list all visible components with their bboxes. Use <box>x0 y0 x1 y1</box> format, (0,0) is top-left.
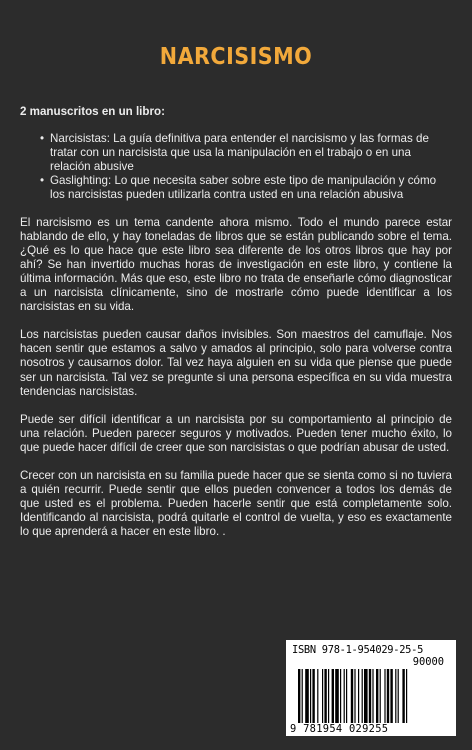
barcode-digits: 9 781954 029255 <box>290 723 389 735</box>
barcode-bar <box>346 669 347 723</box>
barcode-bar <box>344 669 345 723</box>
isbn-number: ISBN 978-1-954029-25-5 <box>292 644 424 656</box>
barcode-bar <box>332 669 334 723</box>
barcode-bar <box>335 669 339 723</box>
barcode-bar <box>402 669 404 723</box>
barcode-bar <box>340 669 341 723</box>
paragraph: El narcisismo es un tema candente ahora mismo. Todo el mundo parece estar hablando de ello, y hay toneladas de libros que se están publicando sobre el tema. ¿Qué es lo que hace que este libro sea diferente de los otros libros que hay por ahí? Se han invertido muchas horas de investigación en este libro, y contiene la última información. Más que eso, este libro no trata de enseñarle cómo diagnosticar a un narcisista clínicamente, sino de mostrarle cómo puede identificar a los narcisistas en su vida. <box>20 215 452 314</box>
barcode-bar <box>376 669 378 723</box>
list-item: • Gaslighting: Lo que necesita saber sobre este tipo de manipulación y cómo los narcisistas pueden utilizarla contra usted en una relación abusiva <box>50 174 452 202</box>
barcode-bar <box>364 669 368 723</box>
barcode-bar <box>298 669 300 723</box>
barcode-bar <box>369 669 371 723</box>
barcode-bar <box>362 669 363 723</box>
subheading: 2 manuscritos en un libro: <box>20 105 165 118</box>
manuscript-list <box>20 132 452 202</box>
barcode-bar <box>302 669 303 723</box>
barcode-bar <box>358 669 359 723</box>
isbn-barcode <box>286 640 456 736</box>
barcode-bar <box>317 669 318 723</box>
price-code: 90000 <box>412 656 444 668</box>
barcode-bar <box>406 669 407 723</box>
barcode-bar <box>387 669 389 723</box>
barcode-bar <box>398 669 399 723</box>
barcode-bar <box>395 669 396 723</box>
barcode-bar <box>310 669 311 723</box>
barcode-bar <box>354 669 355 723</box>
barcode-bar <box>305 669 309 723</box>
paragraph: Crecer con un narcisista en su familia puede hacer que se sienta como si no tuviera a quién recurrir. Puede sentir que ellos pueden convencer a todos los demás de que usted es el problema. Pueden hacerle sentir que está completamente solo. Identificando al narcisista, podrá quitarle el control de vuelta, y eso es exactamente lo que aprenderá a hacer en este libro. . <box>20 468 452 539</box>
back-cover-text <box>20 105 452 553</box>
list-item: • Narcisistas: La guía definitiva para entender el narcisismo y las formas de tratar con un narcisista que usa la manipulación en el trabajo o en una relación abusive <box>50 132 452 174</box>
paragraph: Puede ser difícil identificar a un narcisista por su comportamiento al principio de una relación. Pueden parecer seguros y motivados. Pueden tener mucho éxito, lo que puede hacer difícil de creer que son narcisistas o que podrían abusar de usted. <box>20 412 452 454</box>
barcode-bar <box>312 669 314 723</box>
barcode-bar <box>384 669 385 723</box>
barcode-bars <box>298 669 444 723</box>
barcode-bar <box>322 669 323 723</box>
barcode-bar <box>328 669 329 723</box>
barcode-bar <box>351 669 353 723</box>
book-title: NARCISISMO <box>159 44 313 70</box>
barcode-bar <box>324 669 326 723</box>
paragraph: Los narcisistas pueden causar daños invisibles. Son maestros del camuflaje. Nos hacen sentir que estamos a salvo y amados al principio, solo para volverse contra nosotros y causarnos dolor. Tal vez haya alguien en su vida que piense que puede ser un narcisista. Tal vez se pregunte si una persona específica en su vida muestra tendencias narcisistas. <box>20 328 452 398</box>
barcode-bar <box>380 669 381 723</box>
barcode-bar <box>372 669 373 723</box>
barcode-bar <box>390 669 392 723</box>
